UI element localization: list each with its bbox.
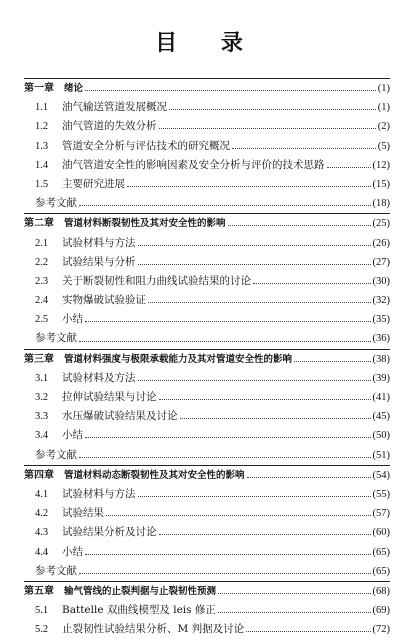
dot-leader xyxy=(85,554,371,555)
toc-page-number: (60) xyxy=(372,527,390,539)
dot-leader xyxy=(253,283,371,284)
toc-entry-number: 4.3 xyxy=(35,527,49,539)
toc-entry-number: 3.3 xyxy=(35,411,49,423)
toc-chapter-row[interactable] xyxy=(24,465,390,485)
dot-leader xyxy=(85,90,376,91)
toc-section-row[interactable] xyxy=(24,388,390,407)
toc-entry-title: 油气管道安全性的影响因素及安全分析与评价的技术思路 xyxy=(62,158,325,171)
toc-section-row[interactable] xyxy=(24,291,390,310)
toc-entry-number: 2.2 xyxy=(35,256,49,268)
toc-page-number: (69) xyxy=(372,605,390,617)
toc-page-number: (5) xyxy=(377,140,390,152)
dot-leader xyxy=(327,167,371,168)
toc-page-number: (25) xyxy=(372,218,390,230)
toc-section-row[interactable] xyxy=(24,523,390,542)
dot-leader xyxy=(180,418,371,419)
toc-page-number: (18) xyxy=(372,198,390,210)
toc-entry-number: 4.4 xyxy=(35,546,49,558)
toc-section-row[interactable] xyxy=(24,234,390,253)
dot-leader xyxy=(79,341,371,342)
dot-leader xyxy=(218,593,370,594)
toc-entry-title: 止裂韧性试验结果分析、M 判据及讨论 xyxy=(62,623,245,636)
toc-entry-title: 试验结果与分析 xyxy=(62,255,136,268)
toc-entry-number: 1.1 xyxy=(35,102,49,114)
toc-page-number: (27) xyxy=(372,256,390,268)
toc-entry-title: 关于断裂韧性和阻力曲线试验结果的讨论 xyxy=(62,274,251,287)
toc-entry-title: 参考文献 xyxy=(35,197,77,210)
toc-entry-title: 管道安全分析与评估技术的研究概况 xyxy=(62,139,230,152)
toc-entry-number: 1.4 xyxy=(35,159,49,171)
toc-entry-number: 4.1 xyxy=(35,488,49,500)
toc-page-number: (50) xyxy=(372,430,390,442)
toc-page-number: (39) xyxy=(372,372,390,384)
toc-entry-title: 输气管线的止裂判据与止裂韧性预测 xyxy=(64,585,217,597)
toc-section-row[interactable] xyxy=(24,253,390,272)
toc-entry-title: 参考文献 xyxy=(35,332,77,345)
toc-entry-number: 第一章 xyxy=(24,83,54,94)
toc-entry-number: 第四章 xyxy=(24,469,54,481)
dot-leader xyxy=(148,302,371,303)
toc-chapter-row[interactable] xyxy=(24,78,390,98)
toc-references-row[interactable] xyxy=(24,562,390,581)
toc-entry-number: 3.2 xyxy=(35,392,49,403)
toc-entry-title: 小结 xyxy=(62,313,83,326)
dot-leader xyxy=(106,515,371,516)
toc-section-row[interactable] xyxy=(24,485,390,504)
dot-leader xyxy=(294,361,370,362)
toc-entry-number: 1.3 xyxy=(35,140,49,152)
toc-entry-title: 小结 xyxy=(62,429,83,442)
toc-page-number: (41) xyxy=(372,392,390,403)
toc-page-number: (36) xyxy=(372,333,390,345)
toc-entry-title: 参考文献 xyxy=(35,564,77,577)
toc-entry-title: Battelle 双曲线模型及 leis 修正 xyxy=(62,604,216,617)
toc-entry-title: 水压爆破试验结果及讨论 xyxy=(62,410,178,423)
toc-page-number: (38) xyxy=(372,353,390,365)
toc-section-row[interactable] xyxy=(24,175,390,194)
toc-section-row[interactable] xyxy=(24,543,390,562)
toc-entry-number: 2.3 xyxy=(35,275,49,287)
toc-page-number: (30) xyxy=(372,275,390,287)
toc-entry-number: 5.2 xyxy=(35,624,49,636)
toc-page-number: (55) xyxy=(372,488,390,500)
toc-references-row[interactable] xyxy=(24,446,390,465)
toc-entry-title: 参考文献 xyxy=(35,448,77,461)
dot-leader xyxy=(218,612,371,613)
toc-entry-title: 管道材料断裂韧性及其对安全性的影响 xyxy=(64,218,226,230)
toc-page-number: (2) xyxy=(377,121,390,133)
toc-section-row[interactable] xyxy=(24,156,390,175)
dot-leader xyxy=(232,148,376,149)
toc-entry-number: 2.1 xyxy=(35,237,49,249)
toc-entry-title: 试验结果分析及讨论 xyxy=(62,526,157,539)
dot-leader xyxy=(85,321,371,322)
toc-entry-title: 绪论 xyxy=(64,83,84,94)
dot-leader xyxy=(79,457,371,458)
dot-leader xyxy=(138,380,371,381)
toc-entry-title: 实物爆破试验验证 xyxy=(62,294,146,307)
toc-entry-title: 试验材料与方法 xyxy=(62,487,136,500)
toc-entry-title: 试验材料与方法 xyxy=(62,236,136,249)
toc-page-number: (1) xyxy=(377,102,390,114)
toc-page-number: (32) xyxy=(372,295,390,307)
toc-entry-number: 第二章 xyxy=(24,218,54,230)
dot-leader xyxy=(246,631,370,632)
dot-leader xyxy=(79,573,371,574)
toc-chapter-row[interactable] xyxy=(24,349,390,369)
toc-entry-title: 管道材料动态断裂韧性及其对安全性的影响 xyxy=(64,469,245,481)
toc-entry-number: 2.5 xyxy=(35,314,49,326)
toc-page-number: (35) xyxy=(372,314,390,326)
dot-leader xyxy=(247,477,371,478)
page-title: 目 录 xyxy=(155,31,261,56)
toc-entry-title: 管道材料强度与极限承载能力及其对管道安全性的影响 xyxy=(64,353,293,365)
dot-leader xyxy=(169,109,376,110)
toc-page-number: (72) xyxy=(372,624,390,636)
toc-references-row[interactable] xyxy=(24,194,390,213)
dot-leader xyxy=(138,245,371,246)
toc-page-number: (45) xyxy=(372,411,390,423)
dot-leader xyxy=(138,264,371,265)
toc-entry-number: 3.1 xyxy=(35,372,49,384)
toc-section-row[interactable] xyxy=(24,407,390,426)
toc-entry-title: 油气管道的失效分析 xyxy=(62,120,157,133)
toc-entry-number: 1.2 xyxy=(35,121,49,133)
dot-leader xyxy=(159,128,376,129)
toc-section-row[interactable] xyxy=(24,504,390,523)
toc-entry-number: 4.2 xyxy=(35,508,49,520)
toc-page-number: (1) xyxy=(377,83,390,94)
toc-page-number: (57) xyxy=(372,508,390,520)
dot-leader xyxy=(138,496,371,497)
toc-page-number: (15) xyxy=(372,178,390,190)
toc-entry-number: 3.4 xyxy=(35,430,49,442)
toc-references-row[interactable] xyxy=(24,329,390,348)
toc-entry-title: 试验结果 xyxy=(62,507,104,520)
dot-leader xyxy=(159,399,371,400)
toc-entry-title: 小结 xyxy=(62,545,83,558)
toc-entry-title: 油气输送管道发展概况 xyxy=(62,101,167,114)
toc-page-number: (68) xyxy=(372,585,390,597)
toc-chapter-row[interactable] xyxy=(24,581,390,601)
dot-leader xyxy=(228,225,371,226)
toc-page-number: (65) xyxy=(372,546,390,558)
toc-entry-number: 5.1 xyxy=(35,605,49,617)
toc-page-number: (54) xyxy=(372,469,390,481)
dot-leader xyxy=(127,186,371,187)
toc-entry-number: 1.5 xyxy=(35,178,49,190)
toc-section-row[interactable] xyxy=(24,272,390,291)
toc-entry-number: 第五章 xyxy=(24,585,54,597)
toc-entry-number: 第三章 xyxy=(24,353,54,365)
toc-page-number: (26) xyxy=(372,237,390,249)
dot-leader xyxy=(85,437,371,438)
toc-section-row[interactable] xyxy=(24,426,390,445)
table-of-contents xyxy=(24,78,390,639)
toc-page-number: (12) xyxy=(372,159,390,171)
toc-section-row[interactable] xyxy=(24,601,390,620)
toc-entry-title: 主要研究进展 xyxy=(62,177,125,190)
toc-page-number: (51) xyxy=(372,449,390,461)
toc-section-row[interactable] xyxy=(24,117,390,136)
dot-leader xyxy=(159,534,371,535)
toc-chapter-row[interactable] xyxy=(24,213,390,233)
toc-section-row[interactable] xyxy=(24,98,390,117)
toc-section-row[interactable] xyxy=(24,369,390,388)
toc-section-row[interactable] xyxy=(24,310,390,329)
toc-section-row[interactable] xyxy=(24,137,390,156)
toc-entry-number: 2.4 xyxy=(35,295,49,307)
dot-leader xyxy=(79,205,371,206)
toc-section-row[interactable] xyxy=(24,620,390,639)
toc-entry-title: 试验材料及方法 xyxy=(62,371,136,384)
toc-page-number: (65) xyxy=(372,565,390,577)
toc-entry-title: 拉伸试验结果与讨论 xyxy=(62,391,157,403)
